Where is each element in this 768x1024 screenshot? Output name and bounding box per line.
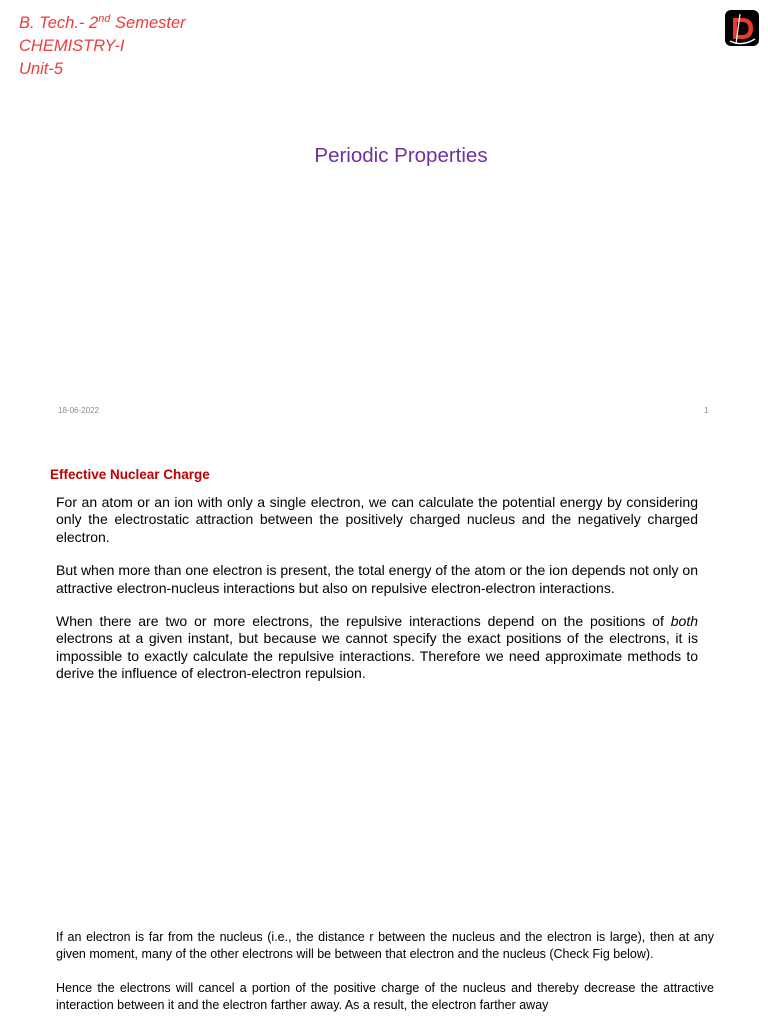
slide2-body	[56, 494, 698, 699]
course-semester: B. Tech.- 2nd Semester	[19, 13, 186, 32]
paragraph: For an atom or an ion with only a single electron, we can calculate the potential energy by considering only the electrostatic attraction between the positively charged nucleus and the negatively charged electron.	[56, 494, 698, 545]
paragraph: When there are two or more electrons, the repulsive interactions depend on the positions of both electrons at a given instant, but because we cannot specify the exact positions of the electrons, it is impossible to exactly calculate the repulsive interactions. Therefore we need approximate methods to derive the influence of electron-electron repulsion.	[56, 613, 698, 682]
section-heading: Effective Nuclear Charge	[50, 467, 210, 482]
paragraph: Hence the electrons will cancel a portion of the positive charge of the nucleus and thereby decrease the attractive interaction between it and the electron farther away. As a result, the electron farther away	[56, 981, 714, 1012]
title-slide	[0, 0, 768, 430]
paragraph: But when more than one electron is present, the total energy of the atom or the ion depends not only on attractive electron-nucleus interactions but also on repulsive electron-electron interactions.	[56, 562, 698, 596]
footer-date: 18-06-2022	[58, 406, 99, 415]
course-unit: Unit-5	[19, 60, 64, 78]
college-logo-icon	[724, 8, 760, 48]
course-header	[19, 12, 186, 81]
course-subject: CHEMISTRY-I	[19, 37, 125, 55]
slide-title: Periodic Properties	[314, 144, 488, 167]
footer-page-number: 1	[704, 406, 709, 415]
slide3-body	[56, 929, 714, 1024]
paragraph: If an electron is far from the nucleus (i.e., the distance r between the nucleus and the electron is large), then at any given moment, many of the other electrons will be between that electron and the nucleus (Check Fig below).	[56, 930, 714, 961]
